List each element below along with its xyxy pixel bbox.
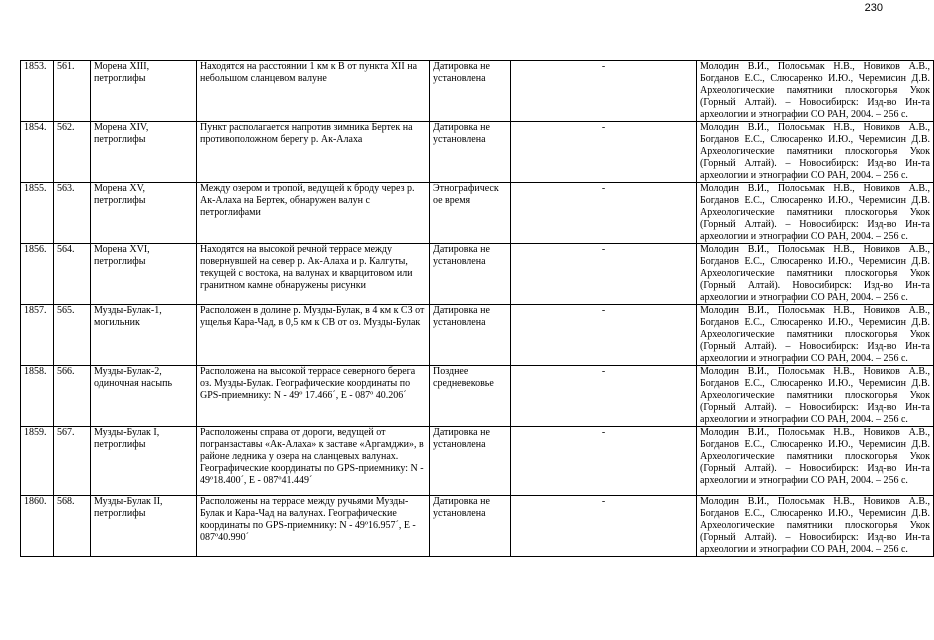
- empty-cell: -: [511, 61, 697, 122]
- monument-location: Находятся на расстоянии 1 км к В от пункта XII на небольшом сланцевом валуне: [197, 61, 430, 122]
- local-number: 562.: [54, 122, 91, 183]
- monument-name: Музды-Булак-2, одиночная насыпь: [91, 366, 197, 427]
- empty-cell: -: [511, 183, 697, 244]
- registry-number: 1856.: [21, 244, 54, 305]
- monument-location: Находятся на высокой речной террасе между повернувшей на север р. Ак-Алаха и р. Калгуты, текущей с востока, на валунах и кварцитовом или гранитном камне обнаружены рисунки: [197, 244, 430, 305]
- monument-name: Музды-Булак I, петроглифы: [91, 427, 197, 496]
- monument-name: Музды-Булак-1, могильник: [91, 305, 197, 366]
- monument-dating: Датировка не установлена: [430, 122, 511, 183]
- literature-reference: Молодин В.И., Полосьмак Н.В., Новиков А.В., Богданов Е.С., Слюсаренко И.Ю., Черемисин Д.В. Археологические памятники плоскогорья Укок (Горный Алтай). – Новосибирск: Изд-во Ин-та археологии и этнографии СО РАН, 2004. – 256 с.: [697, 183, 934, 244]
- registry-number: 1859.: [21, 427, 54, 496]
- local-number: 563.: [54, 183, 91, 244]
- local-number: 561.: [54, 61, 91, 122]
- registry-number: 1854.: [21, 122, 54, 183]
- local-number: 565.: [54, 305, 91, 366]
- monument-dating: Датировка не установлена: [430, 305, 511, 366]
- monument-name: Морена XV, петроглифы: [91, 183, 197, 244]
- monument-dating: Этнографическ ое время: [430, 183, 511, 244]
- local-number: 568.: [54, 496, 91, 557]
- literature-reference: Молодин В.И., Полосьмак Н.В., Новиков А.В., Богданов Е.С., Слюсаренко И.Ю., Черемисин Д.В. Археологические памятники плоскогорья Укок (Горный Алтай). Новосибирск: Изд-во Ин-та археологии и этнографии СО РАН, 2004. – 256 с.: [697, 244, 934, 305]
- local-number: 564.: [54, 244, 91, 305]
- registry-number: 1858.: [21, 366, 54, 427]
- registry-number: 1857.: [21, 305, 54, 366]
- monument-location: Между озером и тропой, ведущей к броду через р. Ак-Алаха на Бертек, обнаружен валун с петроглифами: [197, 183, 430, 244]
- local-number: 567.: [54, 427, 91, 496]
- empty-cell: -: [511, 305, 697, 366]
- monument-name: Морена XIV, петроглифы: [91, 122, 197, 183]
- empty-cell: -: [511, 366, 697, 427]
- registry-number: 1853.: [21, 61, 54, 122]
- page-number: 230: [864, 2, 883, 14]
- empty-cell: -: [511, 244, 697, 305]
- table-row: [21, 427, 934, 496]
- literature-reference: Молодин В.И., Полосьмак Н.В., Новиков А.В., Богданов Е.С., Слюсаренко И.Ю., Черемисин Д.В. Археологические памятники плоскогорья Укок (Горный Алтай). – Новосибирск: Изд-во Ин-та археологии и этнографии СО РАН, 2004. – 256 с.: [697, 122, 934, 183]
- literature-reference: Молодин В.И., Полосьмак Н.В., Новиков А.В., Богданов Е.С., Слюсаренко И.Ю., Черемисин Д.В. Археологические памятники плоскогорья Укок (Горный Алтай). – Новосибирск: Изд-во Ин-та археологии и этнографии СО РАН, 2004. – 256 с.: [697, 366, 934, 427]
- monuments-table: [20, 60, 934, 557]
- empty-cell: -: [511, 122, 697, 183]
- table-row: [21, 366, 934, 427]
- local-number: 566.: [54, 366, 91, 427]
- table-row: [21, 183, 934, 244]
- literature-reference: Молодин В.И., Полосьмак Н.В., Новиков А.В., Богданов Е.С., Слюсаренко И.Ю., Черемисин Д.В. Археологические памятники плоскогорья Укок (Горный Алтай). – Новосибирск: Изд-во Ин-та археологии и этнографии СО РАН, 2004. – 256 с.: [697, 61, 934, 122]
- registry-number: 1860.: [21, 496, 54, 557]
- monument-dating: Датировка не установлена: [430, 244, 511, 305]
- monument-name: Музды-Булак II, петроглифы: [91, 496, 197, 557]
- table-row: [21, 244, 934, 305]
- monument-location: Расположен в долине р. Музды-Булак, в 4 км к СЗ от ущелья Кара-Чад, в 0,5 км к СВ от оз. Музды-Булак: [197, 305, 430, 366]
- monument-name: Морена XIII, петроглифы: [91, 61, 197, 122]
- monument-location: Расположены на террасе между ручьями Музды-Булак и Кара-Чад на валунах. Географические координаты по GPS-приемнику: N - 49º16.957´, E - 087º40.990´: [197, 496, 430, 557]
- monument-location: Расположена на высокой террасе северного берега оз. Музды-Булак. Географические координаты по GPS-приемнику: N - 49º 17.466´, E - 087º 40.206´: [197, 366, 430, 427]
- monument-dating: Датировка не установлена: [430, 496, 511, 557]
- table-row: [21, 61, 934, 122]
- literature-reference: Молодин В.И., Полосьмак Н.В., Новиков А.В., Богданов Е.С., Слюсаренко И.Ю., Черемисин Д.В. Археологические памятники плоскогорья Укок (Горный Алтай). – Новосибирск: Изд-во Ин-та археологии и этнографии СО РАН, 2004. – 256 с.: [697, 427, 934, 496]
- monument-name: Морена XVI, петроглифы: [91, 244, 197, 305]
- empty-cell: -: [511, 496, 697, 557]
- table-row: [21, 496, 934, 557]
- table-row: [21, 122, 934, 183]
- literature-reference: Молодин В.И., Полосьмак Н.В., Новиков А.В., Богданов Е.С., Слюсаренко И.Ю., Черемисин Д.В. Археологические памятники плоскогорья Укок (Горный Алтай). – Новосибирск: Изд-во Ин-та археологии и этнографии СО РАН, 2004. – 256 с.: [697, 496, 934, 557]
- monument-dating: Датировка не установлена: [430, 427, 511, 496]
- monument-dating: Позднее средневековье: [430, 366, 511, 427]
- monument-dating: Датировка не установлена: [430, 61, 511, 122]
- table-row: [21, 305, 934, 366]
- monument-location: Расположены справа от дороги, ведущей от погранзаставы «Ак-Алаха» к заставе «Аргамджи», в районе ледника у озера на сланцевых валунах. Географические координаты по GPS-приемнику: N - 49º18.400´, E - 087º41.449´: [197, 427, 430, 496]
- registry-number: 1855.: [21, 183, 54, 244]
- monument-location: Пункт располагается напротив зимника Бертек на противоположном берегу р. Ак-Алаха: [197, 122, 430, 183]
- literature-reference: Молодин В.И., Полосьмак Н.В., Новиков А.В., Богданов Е.С., Слюсаренко И.Ю., Черемисин Д.В. Археологические памятники плоскогорья Укок (Горный Алтай). – Новосибирск: Изд-во Ин-та археологии и этнографии СО РАН, 2004. – 256 с.: [697, 305, 934, 366]
- empty-cell: -: [511, 427, 697, 496]
